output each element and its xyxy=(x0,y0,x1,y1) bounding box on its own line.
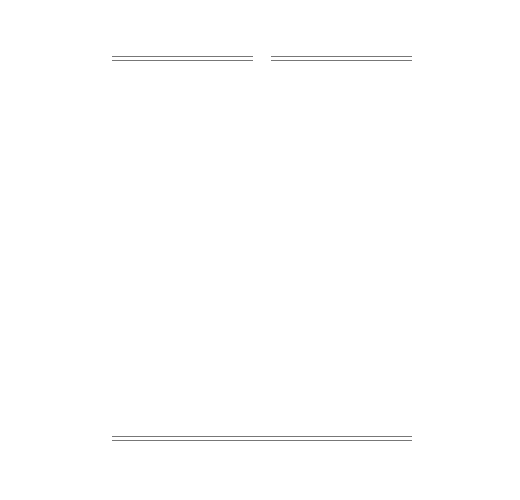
title-rule-left xyxy=(112,56,253,61)
section-title-bar xyxy=(112,56,412,61)
running-header xyxy=(112,16,122,25)
bottom-rule xyxy=(112,436,412,441)
title-rule-right xyxy=(271,56,412,61)
